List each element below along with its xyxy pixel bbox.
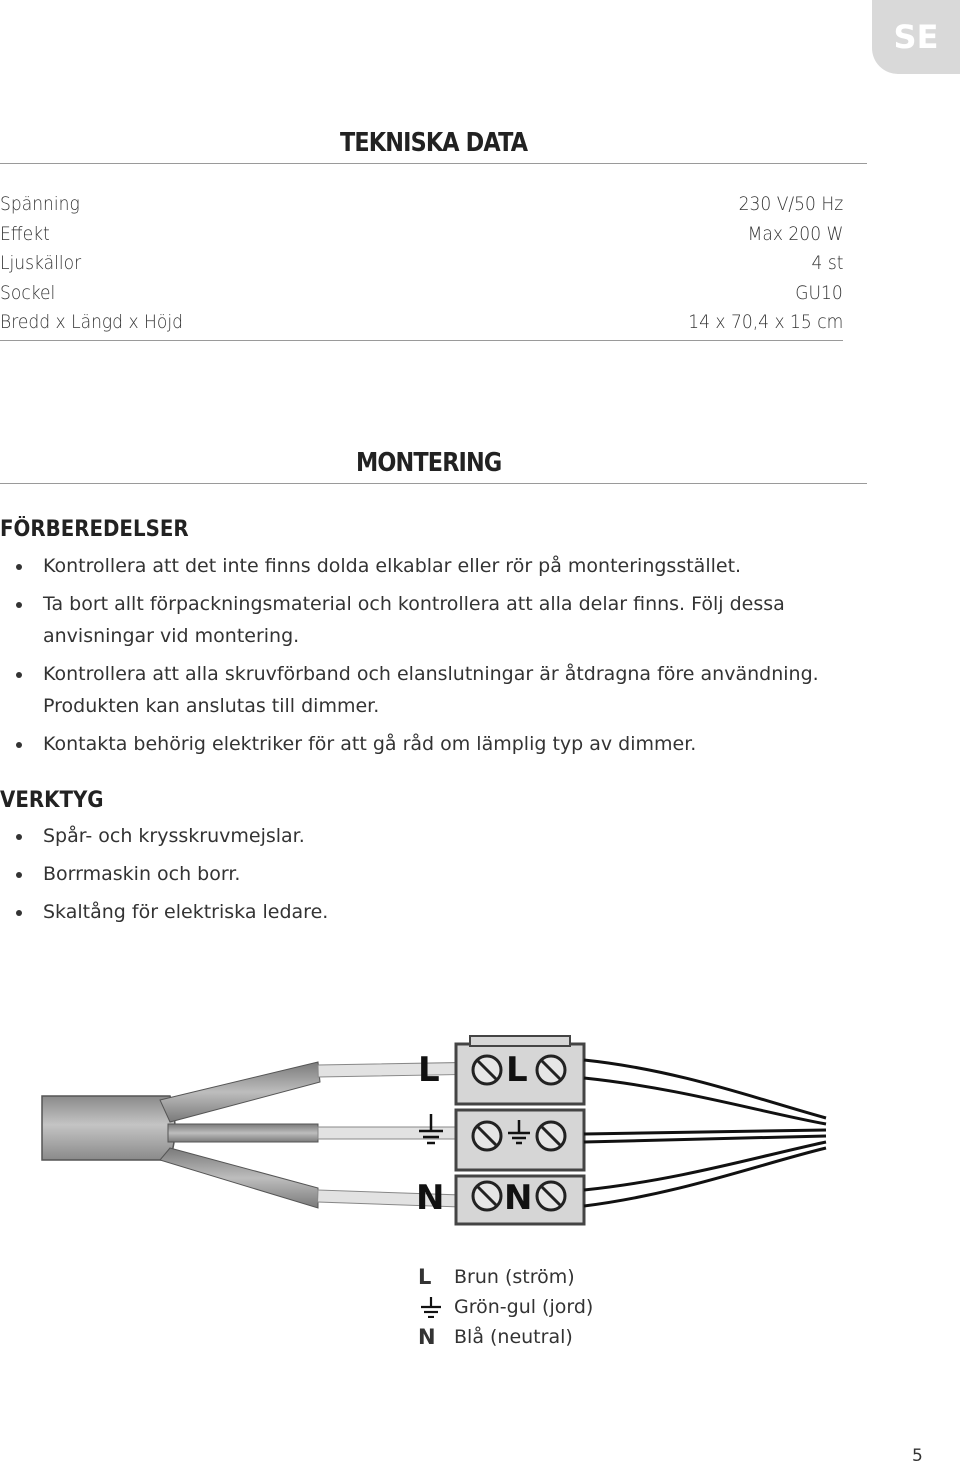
tech-data-title: TEKNISKA DATA — [340, 128, 528, 158]
spec-label: Ljuskällor — [0, 252, 82, 274]
list-item: Kontrollera att det inte finns dolda elkablar eller rör på monteringsstället. — [0, 550, 880, 582]
spec-label: Spänning — [0, 193, 80, 215]
list-item: Skaltång för elektriska ledare. — [0, 896, 900, 928]
wiring-diagram — [0, 1030, 960, 1240]
mount-title: MONTERING — [356, 448, 502, 478]
legend-text: Brun (ström) — [454, 1266, 575, 1288]
legend-text: Blå (neutral) — [454, 1326, 573, 1348]
spec-row — [0, 223, 843, 253]
prep-heading: FÖRBEREDELSER — [0, 517, 189, 542]
page-number: 5 — [912, 1446, 923, 1466]
spec-row — [0, 193, 843, 223]
spec-row — [0, 282, 843, 312]
spec-label: Sockel — [0, 281, 56, 304]
insulated-wire-middle — [168, 1124, 458, 1142]
spec-value: 4 st — [811, 252, 843, 274]
insulated-wire-top — [160, 1062, 458, 1122]
spec-label: Effekt — [0, 222, 50, 245]
wire-color-legend — [418, 1262, 593, 1352]
legend-symbol: N — [418, 1325, 436, 1349]
earth-icon — [418, 1296, 454, 1318]
insulated-wire-bottom — [160, 1148, 458, 1208]
cable-sheath — [42, 1096, 175, 1160]
outgoing-wires — [584, 1060, 826, 1206]
list-item: Spår- och krysskruvmejslar. — [0, 820, 900, 852]
terminal-label-n-block: N — [504, 1178, 533, 1218]
spec-table-rule — [0, 340, 843, 341]
tech-title-rule — [0, 163, 867, 164]
spec-value: GU10 — [795, 281, 843, 304]
prep-list — [0, 550, 880, 766]
spec-row — [0, 311, 843, 341]
list-item: Kontakta behörig elektriker för att gå råd om lämplig typ av dimmer. — [0, 728, 880, 760]
list-item: Borrmaskin och borr. — [0, 858, 900, 890]
spec-label: Bredd x Längd x Höjd — [0, 311, 183, 333]
terminal-label-l-block: L — [506, 1050, 528, 1090]
spec-row — [0, 252, 843, 282]
legend-symbol: L — [418, 1265, 432, 1289]
legend-row — [418, 1262, 593, 1292]
tools-heading: VERKTYG — [0, 788, 104, 813]
list-item: Ta bort allt förpackningsmaterial och kontrollera att alla delar finns. Följ dessa anvisningar vid montering. — [0, 588, 880, 652]
spec-value: 14 x 70,4 x 15 cm — [687, 311, 843, 333]
spec-value: Max 200 W — [747, 222, 843, 245]
legend-text: Grön-gul (jord) — [454, 1296, 594, 1318]
tools-list — [0, 820, 900, 934]
spec-table — [0, 193, 843, 341]
terminal-label-n: N — [416, 1178, 445, 1218]
legend-row — [418, 1292, 593, 1322]
terminal-label-l: L — [418, 1050, 440, 1090]
legend-row — [418, 1322, 593, 1352]
language-tab: SE — [872, 0, 960, 74]
list-item: Kontrollera att alla skruvförband och elanslutningar är åtdragna före användning. Produkten kan anslutas till dimmer. — [0, 658, 880, 722]
mount-title-rule — [0, 483, 867, 484]
spec-value: 230 V/50 Hz — [738, 193, 843, 215]
